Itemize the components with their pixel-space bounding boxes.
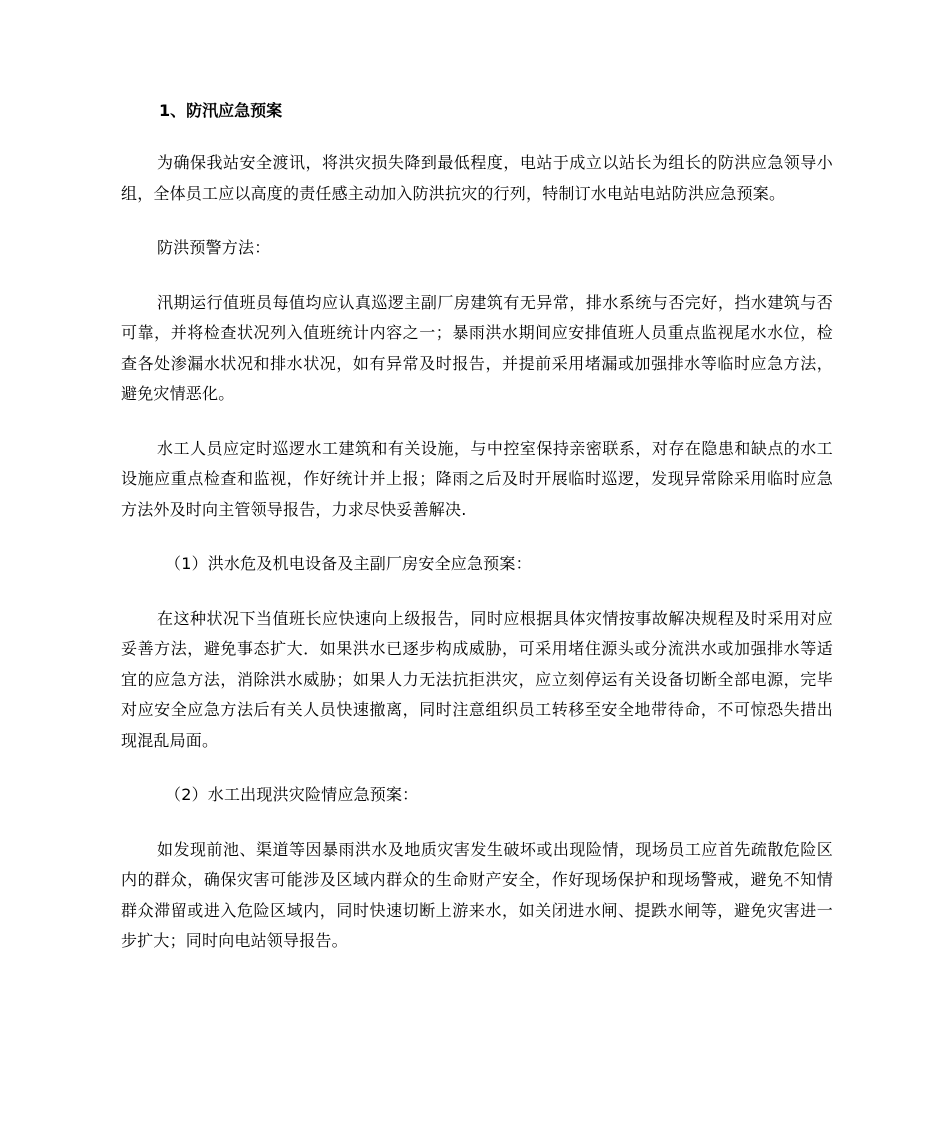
flood-season-paragraph: 汛期运行值班员每值均应认真巡逻主副厂房建筑有无异常，排水系统与否完好，挡水建筑与否可靠，并将检查状况列入值班统计内容之一；暴雨洪水期间应安排值班人员重点监视尾水水位，检查各处渗漏水状况和排水状况，如有异常及时报告，并提前采用堵漏或加强排水等临时应急方法，避免灾情恶化。 — [121, 292, 833, 403]
subsection-2-paragraph: 如发现前池、渠道等因暴雨洪水及地质灾害发生破坏或出现险情，现场员工应首先疏散危险区内的群众，确保灾害可能涉及区域内群众的生命财产安全，作好现场保护和现场警戒，避免不知情群众滞留或进入危险区域内，同时快速切断上游来水，如关闭进水闸、提跌水闸等，避免灾害进一步扩大；同时向电站领导报告。 — [121, 839, 833, 950]
intro-paragraph: 为确保我站安全渡讯，将洪灾损失降到最低程度，电站于成立以站长为组长的防洪应急领导小组，全体员工应以高度的责任感主动加入防洪抗灾的行列，特制订水电站电站防洪应急预案。 — [121, 153, 833, 203]
hydraulic-staff-paragraph: 水工人员应定时巡逻水工建筑和有关设施，与中控室保持亲密联系，对存在隐患和缺点的水工设施应重点检查和监视，作好统计并上报；降雨之后及时开展临时巡逻，发现异常除采用临时应急方法外及时向主管领导报告，力求尽快妥善解决. — [121, 438, 833, 519]
warning-methods-label: 防洪预警方法： — [157, 238, 271, 257]
subsection-1-paragraph: 在这种状况下当值班长应快速向上级报告，同时应根据具体灾情按事故解决规程及时采用对应妥善方法，避免事态扩大．如果洪水已逐步构成威胁，可采用堵住源头或分流洪水或加强排水等适宜的应急方法，消除洪水威胁；如果人力无法抗拒洪灾，应立刻停运有关设备切断全部电源，完毕对应安全应急方法后有关人员快速撤离，同时注意组织员工转移至安全地带待命，不可惊恐失措出现混乱局面。 — [121, 608, 833, 750]
subsection-1-title: （1）洪水危及机电设备及主副厂房安全应急预案： — [165, 554, 532, 573]
subsection-2-title: （2）水工出现洪灾险情应急预案： — [165, 785, 419, 804]
section-heading: 1、防汛应急预案 — [159, 101, 283, 120]
document-body — [121, 96, 833, 981]
